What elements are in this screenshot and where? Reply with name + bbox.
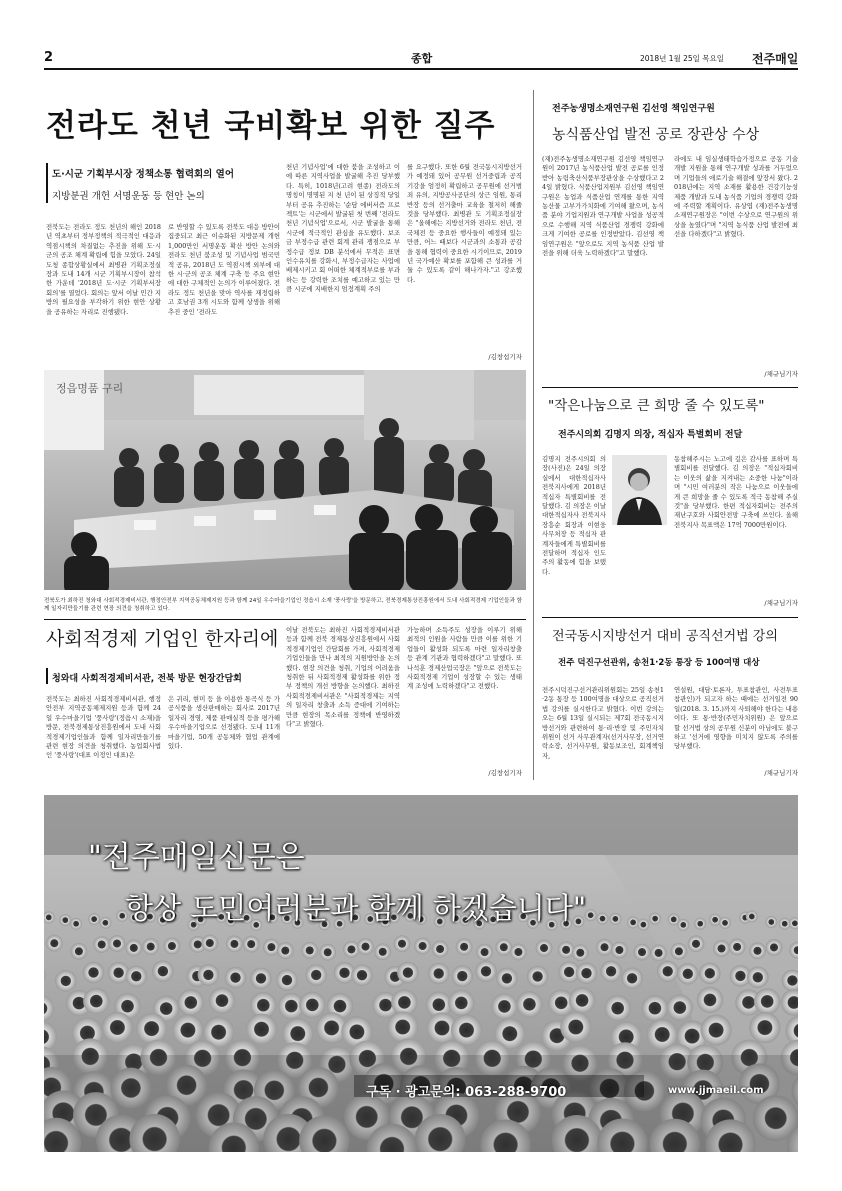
section-label: 종합: [411, 52, 433, 65]
sunflower: [766, 939, 783, 956]
sunflower: [677, 919, 689, 931]
sunflower: [621, 968, 643, 990]
ad-slogan-2: 항상 도민여러분과 함께 하겠습니다": [125, 891, 587, 925]
sunflower: [305, 964, 327, 986]
portrait-person-icon: [612, 455, 667, 525]
second-col-1: 전북도는 최하진 사회적경제비서관, 행정안전부 지역공동체제지원 등과 함께 24일 우수마을기업 '풍사랑'(정읍시 소재)을 방문, 전북경제통상진흥원에서 도내 사회적경제기업인들과 함께 일자리만들기를 관련 현장 의견을 청취했다. 농업회사법인 '풍사랑'(대표 이정인 대표)은: [46, 695, 161, 760]
sunflower: [585, 909, 597, 921]
sunflower: [527, 966, 549, 988]
sunflower: [699, 963, 721, 985]
sunflower: [59, 914, 71, 926]
right2-col-2: 동참해주시는 노고에 깊은 감사를 표하며 특별회비를 전달했다. 김 의장은 "적십자회비는 이웃의 삶을 지켜내는 소중한 나눔"이라며 "시민 여러분의 작은 나눔으로 이웃들에게 큰 희망을 줄 수 있도록 적극 동참해 주실 것"을 당부했다. 한편 적십자회비는 전주의 재난구호와 사회안전망 구축에 쓰인다. 올해 전북지사 목표액은 17억 7000만원이다.: [674, 455, 798, 529]
lead-photo: [44, 370, 526, 590]
sunflower: [694, 918, 706, 930]
lead-col-1: 전북도는 전라도 정도 천년의 해인 2018년 역초부터 정부정책의 적극적인 대응과 역점시책의 차질없는 추진을 위해 도·시군의 공조 체계 확립에 힘을 모았다. 24일 도청 종합상황실에서 최병관 기획조정실장과 도내 14개 시군 기획부시장이 참석한 가운데 '2018년 도·시군 기획부서장 회의'를 열었다. 회의는 앞서 이날 민간 지방의 필요성을 부각하기 위한 현안 상황을 공유하는 자리로 진행됐다.: [46, 223, 161, 316]
sunflower: [71, 943, 88, 960]
right2-top-rule: [542, 387, 798, 388]
sunflower: [688, 935, 705, 952]
sunflower: [677, 963, 699, 985]
sunflower: [754, 988, 780, 1014]
sunflower: [226, 936, 243, 953]
second-col-3: 이날 전북도는 최하진 사회적경제비서관 등과 함께 전북 경제통상진흥원에서 사회적경제기업인 간담회를 가져, 사회적경제기업인들을 만나 최적의 지원방안을 논의했다. 현장 의견을 청취, 기업의 어려움을 청취한 뒤 사회적경제 활성화를 위한 정부 정책의 개선 방향을 논의했다. 최하진 사회적경제비서관은 "사회적경제는 지역의 일자리 창출과 소득 증대에 기여하는 만큼 현장의 목소리를 정책에 반영하겠다"고 밝혔다.: [286, 626, 400, 729]
sunflower: [560, 1011, 591, 1042]
header-rule: [44, 68, 798, 70]
right3-headline: 전국동시지방선거 대비 공직선거법 강의: [552, 629, 778, 644]
sunflower: [276, 969, 298, 991]
sunflower: [719, 917, 731, 929]
sunflower: [657, 961, 679, 983]
sunflower: [88, 913, 100, 925]
lead-byline: /김창섭기자: [488, 353, 522, 361]
sunflower: [142, 938, 159, 955]
right1-col-1: (재)전주농생명소재연구원 김선영 책임연구원이 2017년 농식품산업 발전 공로를 인정받아 농림축산식품부장관상을 수상했다고 24일 밝혔다. 식품산업지원부 김선영 책임연구원은 농업과 식품산업 연계를 통한 지역 농산물 고부가가치화에 기여해 왔으며, 농식품 분야 기업지원과 연구개발 사업을 성공적으로 수행해 지역 식품산업 경쟁력 강화에 크게 기여한 공로를 인정받았다. 김선영 책임연구원은 "앞으로도 지역 농식품 산업 발전을 위해 더욱 노력하겠다"고 말했다.: [542, 155, 664, 258]
sunflower: [642, 995, 668, 1021]
sunflower: [609, 913, 621, 925]
sunflower: [414, 938, 431, 955]
sunflower: [109, 935, 126, 952]
lead-subhead-2: 지방분권 개헌 서명운동 등 현안 논의: [52, 191, 205, 202]
second-subhead-bar: [46, 668, 48, 684]
sunflower: [701, 1015, 732, 1046]
sunflower: [432, 941, 449, 958]
sunflower: [634, 944, 651, 961]
sunflower: [198, 964, 220, 986]
sunflower: [299, 992, 325, 1018]
sunflower: [70, 918, 82, 930]
right2-byline: /채규님기자: [764, 599, 798, 607]
right3-col-1: 전주시덕진구선거관리위원회는 25일 송천1·2동 통장 등 100여명을 대상으로 공직선거법 강의를 실시한다고 밝혔다. 이번 강의는 오는 6월 13일 실시되는 제7회 전국동시지방선거와 관련하여 통·리·반장 및 주민자치위원이 선거 사무관계자(선거사무장, 선거연락소장, 선거사무원, 활동보조인, 회계책임자,: [542, 686, 664, 760]
sunflower: [83, 962, 105, 984]
sunflower: [667, 994, 693, 1020]
sunflower: [277, 942, 294, 959]
column-divider: [533, 90, 534, 780]
sunflower: [713, 940, 730, 957]
second-subhead: 청와대 사회적경제비서관, 전북 방문 현장간담회: [52, 674, 242, 684]
right3-col-2: 연설원, 대담·토론자, 투표참관인, 사전투표참관인)가 되고자 하는 때에는 선거일전 90일(2018. 3. 15.)까지 사퇴해야 한다는 내용이다. 또 통·반장(주민자치위원) 은 앞으로 할 선거법 상의 공무원 신분이 아님에도 불구하고 '선거에 영향을 미치지 않도록 주의를 당부했다.: [674, 686, 798, 751]
sunflower: [600, 961, 622, 983]
sunflower: [243, 936, 260, 953]
lead-col-2: 로 반영할 수 있도록 전북도 대응 방안이 집중되고 최근 이슈화된 지방문제 개헌 1,000만인 서명운동 확산 방안 논의와 전라도 천년 붐조성 및 기념사업 범국민적 공유, 2018년 도 역점시책 외부에 대한 시·군의 공조 체계 구축 등 주요 현안에 대한 구체적인 논의가 이루어졌다. 전라도 정도 천년을 맞아 역사를 재정립하고 호남권 3개 시도와 함께 상생을 위해 추진 중인 '전라도: [168, 223, 280, 316]
issue-date: 2018년 1월 25일 목요일: [640, 54, 725, 63]
second-top-rule: [44, 619, 526, 620]
sunflower: [576, 962, 598, 984]
sunflower: [637, 919, 649, 931]
right2-portrait: [612, 455, 667, 525]
sunflower: [536, 940, 553, 957]
sunflower: [246, 1014, 277, 1045]
sunflower: [93, 936, 110, 953]
second-col-4: 가능하며 소득주도 성장을 이루기 위해 최적의 인원을 사람들 만큼 이를 위한 기업들이 활성화 되도록 마련 일자리창출 등 관계 기관과 협력하겠다"고 말했다. 또 나석훈 경제산업국장은 "앞으로 전북도는 사회적경제 기업이 성장할 수 있는 생태계 조성에 노력하겠다"고 전했다.: [407, 626, 522, 691]
right2-col-1: 김명지 전주시의회 의장(사진)은 24일 의장실에서 대한적십자사 전북지사에게 2018년 적십자 특별회비를 전달했다. 김 의장은 이날 대한적십자사 전북지사 장흥순 회장과 이현웅 사무처장 등 적십자 관계자들에게 특별회비를 전달하며 적십자 인도주의 활동에 힘을 보탰다.: [542, 455, 606, 576]
sunflower: [357, 938, 374, 955]
meeting-photo-illustration: [44, 370, 526, 590]
sunflower: [301, 942, 318, 959]
sunflower: [394, 935, 411, 952]
sunflower: [495, 939, 512, 956]
sunflower: [697, 987, 723, 1013]
right3-top-rule: [542, 617, 798, 618]
right1-col-2: 라에도 내 임실생태학습가정으로 공동 기술개발 지원을 통해 연구개발 성과를 거두었으며 기업들의 애로기술 해결에 앞장서 왔다. 2018년에는 지역 소재를 활용한 건강기능성 제품 개발과 도내 농식품 기업의 경쟁력 강화에 주력할 계획이다. 유상엽 (재)전주농생명소재연구원장은 "이번 수상으로 연구원의 위상을 높였다"며 "지역 농식품 산업 발전에 최선을 다하겠다"고 밝혔다.: [674, 155, 798, 239]
sunflower: [102, 1012, 133, 1043]
sunflower: [99, 917, 111, 929]
sunflower: [55, 970, 77, 992]
sunflower: [597, 913, 609, 925]
sunflower: [397, 962, 419, 984]
sunflower: [152, 960, 174, 982]
right2-headline: "작은나눔으로 큰 희망 줄 수 있도록": [548, 398, 765, 414]
sunflower: [605, 995, 631, 1021]
sunflower: [83, 988, 109, 1014]
sunflower: [558, 941, 575, 958]
ad-website[interactable]: www.jjmaeil.com: [668, 1085, 764, 1096]
sunflower: [136, 1013, 167, 1044]
right1-byline: /채규님기자: [764, 370, 798, 378]
lead-col-3: 천년 기념사업'에 대한 붐을 조성하고 이에 따른 지역사업을 발굴해 추진 당부했다. 특히, 1018년(고려 현종) 전라도의 명칭이 명명된 지 천 년이 된 상징적 당일부터 공유 추진하는 '순담 에버서즘 프로젝트'는 시군에서 발굴된 첫 번째 '전라도 천년 기념식업'으로서, 시군 발굴을 통해 시군에 적극적인 관심을 유도했다. 보조금 부정수급 관련 회계 관리 쟁점으로 부정수급 정보 DB 분석에서 무적은 표면 인수유치를 강화시, 부정수급자는 사업에 배제시키고 회 어떠한 체계적부로를 부과하는 등 강력한 조치를 예고하고 있는 만큼 시군에 지배한지 엄정계획 주의: [286, 163, 400, 294]
sunflower: [476, 944, 493, 961]
sunflower: [250, 968, 272, 990]
lead-subhead-1: 도·시군 기획부시장 정책소통 협력회의 열어: [52, 169, 235, 180]
sunflower: [510, 944, 527, 961]
sunflower: [125, 940, 142, 957]
sunflower: [569, 987, 595, 1013]
sunflower: [496, 968, 518, 990]
sunflower: [650, 945, 667, 962]
sunflower: [627, 916, 639, 928]
sunflower: [209, 987, 235, 1013]
sunflower: [729, 939, 746, 956]
sunflower: [225, 967, 247, 989]
sunflower: [456, 938, 473, 955]
sunflower: [765, 916, 777, 928]
sunflower: [749, 1012, 780, 1043]
sunflower: [201, 935, 218, 952]
sunflower: [428, 963, 450, 985]
sunflower: [448, 990, 474, 1016]
sunflower: [46, 935, 63, 952]
photo-sign: 정읍명품 구리: [56, 382, 124, 395]
sunflower: [475, 961, 497, 983]
sunflower: [387, 1011, 418, 1042]
ad-slogan-1: "전주매일신문은: [88, 840, 305, 875]
lead-col-4: 를 요구했다. 또한 6월 전국동시지방선거가 예정돼 있어 공무원 선거중립과 공직기강을 엄정히 확립하고 공무원에 선거범죄 유의, 지방공사공단의 상근 임원, 통리반장 등의 선거출마 교육을 철저히 해줄 것을 당부했다. 최병관 도 기획조정실장은 "올해에는 지방선거와 전라도 천년, 전국체전 등 중요한 행사들이 예정돼 있는 만큼, 어느 때보다 시군과의 소통과 공감을 통해 협력이 중요한 시기이므로, 2019년 국가예산 확보를 포함해 큰 성과를 거둘 수 있도록 같이 해나가자."고 강조했다.: [407, 163, 522, 284]
second-col-2: 은 귀리, 현미 등 을 이용한 통곡식 등 가공식품을 생산판매하는 회사로 2017년 일자리 경영, 제품 판매실적 등을 평가해 우수마을기업으로 선정됐다. 도내 11개 마을기업, 50개 공동체와 협업 관계에 있다.: [168, 695, 280, 751]
second-byline: /김창섭기자: [488, 769, 522, 777]
lead-subhead-bar: [46, 163, 48, 203]
right3-byline: /채규님기자: [764, 769, 798, 777]
right1-kicker: 전주농생명소재연구원 김선영 책임연구원: [552, 104, 715, 114]
sunflower: [649, 913, 661, 925]
sunflower: [351, 964, 373, 986]
ad-contact: 구독 · 광고문의: 063-288-9700: [366, 1085, 567, 1100]
sunflower: [779, 918, 791, 930]
lead-headline: 전라도 천년 국비확보 위한 질주: [46, 108, 496, 144]
sunflower: [596, 939, 613, 956]
sunflower: [374, 943, 391, 960]
second-headline: 사회적경제 기업인 한자리에: [46, 628, 279, 650]
lead-photo-caption: 전북도가 최하진 청와대 사회적경제비서관, 행정안전부 지역공동체제지원 등과 함께 24일 우수마을기업인 정읍시 소재 '풍사랑'을 방문하고, 전북경제통상진흥원에서 도내 사회적경제 기업인들과 함께 일자리만들기를 관련 현장 의견을 청취하고 있다.: [44, 598, 523, 613]
sunflower: [452, 965, 474, 987]
masthead: 전주매일: [752, 52, 799, 66]
sunflower: [611, 942, 628, 959]
sunflower: [746, 911, 758, 923]
sunflower: [319, 944, 336, 961]
right2-subhead: 전주시의회 김명지 의장, 적십자 특별회비 전달: [558, 430, 743, 440]
sunflower: [126, 966, 148, 988]
sunflower: [671, 943, 688, 960]
sunflower: [516, 991, 542, 1017]
sunflower: [343, 941, 360, 958]
sunflower: [747, 967, 769, 989]
right3-subhead: 전주 덕진구선관위, 송천1·2동 통장 등 100여명 대상: [558, 658, 760, 668]
sunflower: [572, 944, 589, 961]
sunflower: [164, 938, 181, 955]
sunflower: [749, 942, 766, 959]
right1-headline: 농식품산업 발전 공로 장관상 수상: [552, 127, 760, 143]
page-number: 2: [44, 50, 54, 65]
right2-col-1b: [612, 530, 667, 595]
sunflower: [491, 993, 517, 1019]
sunflower: [178, 989, 204, 1015]
